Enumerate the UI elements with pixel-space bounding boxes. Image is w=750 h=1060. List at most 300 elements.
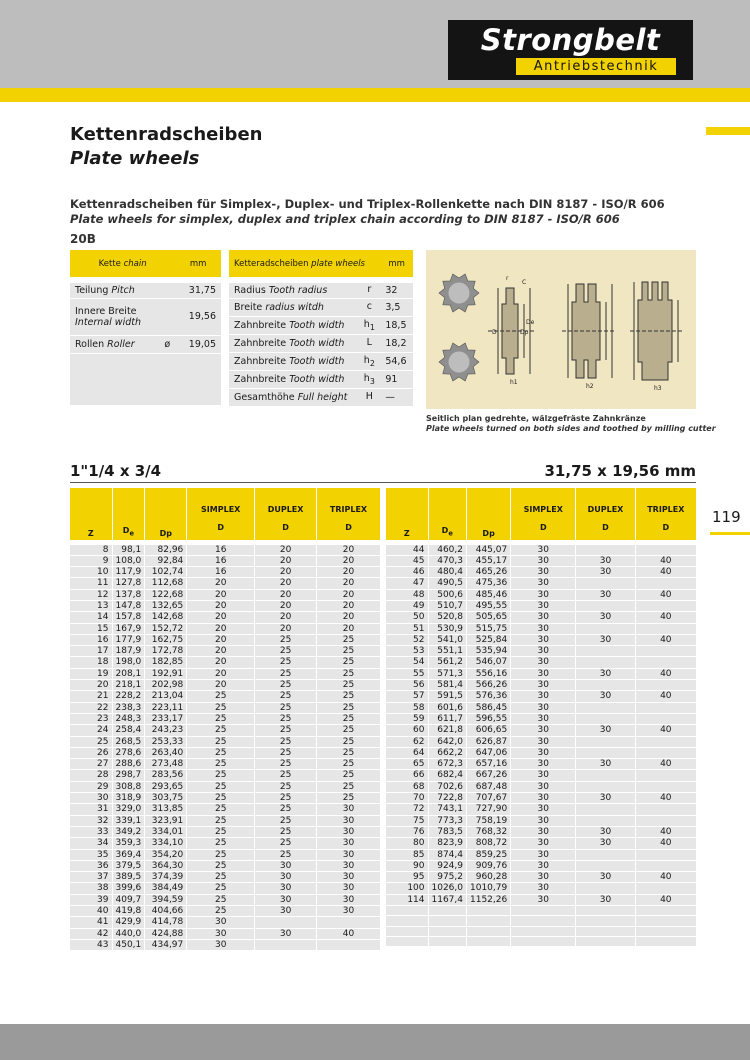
chain-code: 20B bbox=[70, 232, 96, 246]
wheel-spec-label-en: Tooth width bbox=[289, 355, 345, 367]
z-cell: 24 bbox=[70, 725, 112, 736]
col-de bbox=[112, 488, 145, 542]
duplex-cell: 20 bbox=[255, 612, 317, 623]
z-cell: 8 bbox=[70, 542, 112, 555]
side-accent-bar bbox=[706, 127, 750, 135]
z-cell: 80 bbox=[386, 838, 428, 849]
triplex-cell: 20 bbox=[317, 555, 380, 566]
simplex-cell: 20 bbox=[187, 646, 255, 657]
triplex-cell: 25 bbox=[317, 668, 380, 679]
duplex-cell bbox=[576, 600, 635, 611]
dp-cell: 223,11 bbox=[145, 702, 187, 713]
de-cell: 490,5 bbox=[428, 578, 467, 589]
label-h1: h1 bbox=[510, 379, 518, 386]
de-cell: 440,0 bbox=[112, 928, 145, 939]
dp-cell: 566,26 bbox=[467, 680, 511, 691]
dp-cell: 82,96 bbox=[145, 542, 187, 555]
chain-inner-width-row bbox=[70, 298, 221, 335]
de-cell: 1026,0 bbox=[428, 883, 467, 894]
triplex-cell: 40 bbox=[635, 634, 696, 645]
triplex-cell: 25 bbox=[317, 646, 380, 657]
table-row bbox=[70, 634, 380, 645]
duplex-cell bbox=[576, 781, 635, 792]
de-cell: 359,3 bbox=[112, 838, 145, 849]
table-row bbox=[70, 725, 380, 736]
table-row bbox=[386, 668, 696, 679]
triplex-cell: 25 bbox=[317, 781, 380, 792]
table-row bbox=[70, 747, 380, 758]
table-row bbox=[386, 634, 696, 645]
simplex-cell: 25 bbox=[187, 883, 255, 894]
simplex-cell: 25 bbox=[187, 815, 255, 826]
duplex-cell: 20 bbox=[255, 578, 317, 589]
dp-cell: 162,75 bbox=[145, 634, 187, 645]
z-cell: 43 bbox=[70, 939, 112, 950]
empty-cell bbox=[635, 916, 696, 926]
de-cell: 611,7 bbox=[428, 713, 467, 724]
de-cell: 530,9 bbox=[428, 623, 467, 634]
dimension-table-left bbox=[70, 488, 380, 951]
dp-cell: 122,68 bbox=[145, 589, 187, 600]
wheel-spec-label bbox=[229, 280, 358, 298]
simplex-cell: 20 bbox=[187, 589, 255, 600]
duplex-cell: 30 bbox=[255, 928, 317, 939]
triplex-cell: 25 bbox=[317, 680, 380, 691]
triplex-cell: 30 bbox=[317, 804, 380, 815]
table-row bbox=[386, 747, 696, 758]
wheel-spec-value: 18,5 bbox=[380, 316, 413, 334]
simplex-cell: 30 bbox=[187, 928, 255, 939]
wheel-spec-symbol-text: L bbox=[366, 336, 372, 348]
de-cell: 743,1 bbox=[428, 804, 467, 815]
z-cell: 114 bbox=[386, 894, 428, 905]
duplex-cell: 30 bbox=[576, 668, 635, 679]
label-dp: Dp bbox=[520, 329, 529, 336]
dp-cell: 253,33 bbox=[145, 736, 187, 747]
table-row bbox=[70, 849, 380, 860]
z-cell: 44 bbox=[386, 542, 428, 555]
table-row bbox=[386, 555, 696, 566]
triplex-cell: 30 bbox=[317, 815, 380, 826]
triplex-cell: 30 bbox=[317, 872, 380, 883]
simplex-cell: 25 bbox=[187, 826, 255, 837]
header-row-1 bbox=[70, 488, 380, 516]
col-triplex: TRIPLEX bbox=[635, 488, 696, 516]
table-row bbox=[70, 826, 380, 837]
dp-cell: 92,84 bbox=[145, 555, 187, 566]
triplex-cell: 30 bbox=[317, 906, 380, 917]
wheel-spec-label-de: Breite bbox=[234, 301, 263, 313]
simplex-cell: 30 bbox=[511, 702, 576, 713]
de-cell: 187,9 bbox=[112, 646, 145, 657]
z-cell: 30 bbox=[70, 793, 112, 804]
table-row bbox=[386, 849, 696, 860]
dp-cell: 960,28 bbox=[467, 872, 511, 883]
chain-header-de: Kette bbox=[98, 258, 121, 269]
de-cell: 228,2 bbox=[112, 691, 145, 702]
simplex-cell: 20 bbox=[187, 623, 255, 634]
label-de: De bbox=[526, 319, 535, 326]
table-row bbox=[386, 883, 696, 894]
simplex-cell: 30 bbox=[511, 600, 576, 611]
wheel-spec-label bbox=[229, 334, 358, 352]
empty-cell bbox=[576, 916, 635, 926]
table-row bbox=[386, 691, 696, 702]
empty-cell bbox=[576, 926, 635, 936]
triplex-cell bbox=[635, 542, 696, 555]
z-cell: 21 bbox=[70, 691, 112, 702]
table-row bbox=[70, 623, 380, 634]
col-dp: Dp bbox=[467, 488, 511, 542]
de-cell: 218,1 bbox=[112, 680, 145, 691]
header-accent-stripe bbox=[0, 88, 750, 102]
simplex-cell: 30 bbox=[511, 680, 576, 691]
wheel-spec-value: 18,2 bbox=[380, 334, 413, 352]
de-cell: 379,5 bbox=[112, 860, 145, 871]
triplex-cell bbox=[635, 736, 696, 747]
triplex-cell bbox=[317, 939, 380, 950]
chain-spec-table bbox=[70, 250, 221, 406]
simplex-cell: 30 bbox=[511, 770, 576, 781]
simplex-cell: 25 bbox=[187, 736, 255, 747]
empty-cell bbox=[576, 906, 635, 916]
duplex-cell bbox=[255, 917, 317, 928]
de-cell: 571,3 bbox=[428, 668, 467, 679]
col-triplex-d: D bbox=[635, 516, 696, 542]
drawing-caption-de: Seitlich plan gedrehte, wälzgefräste Zahnkränze bbox=[426, 414, 646, 423]
de-cell: 419,8 bbox=[112, 906, 145, 917]
dp-cell: 909,76 bbox=[467, 860, 511, 871]
de-cell: 399,6 bbox=[112, 883, 145, 894]
simplex-cell: 20 bbox=[187, 657, 255, 668]
duplex-cell: 30 bbox=[255, 883, 317, 894]
wheel-spec-symbol-text: H bbox=[365, 390, 373, 402]
duplex-cell: 30 bbox=[576, 634, 635, 645]
chain-pitch-value: 31,75 bbox=[175, 280, 221, 298]
col-z: Z bbox=[386, 488, 428, 542]
drawing-caption-en: Plate wheels turned on both sides and toothed by milling cutter bbox=[426, 424, 716, 433]
de-cell: 500,6 bbox=[428, 589, 467, 600]
wheel-spec-row bbox=[229, 370, 413, 388]
simplex-cell: 30 bbox=[511, 883, 576, 894]
de-cell: 783,5 bbox=[428, 826, 467, 837]
de-cell: 470,3 bbox=[428, 555, 467, 566]
triplex-cell bbox=[635, 713, 696, 724]
col-triplex-d: D bbox=[317, 516, 380, 542]
wheel-spec-label-en: Full height bbox=[297, 391, 348, 403]
duplex-cell: 30 bbox=[576, 838, 635, 849]
simplex-cell: 25 bbox=[187, 906, 255, 917]
empty-cell bbox=[511, 906, 576, 916]
triplex-cell bbox=[635, 747, 696, 758]
dp-cell: 768,32 bbox=[467, 826, 511, 837]
brand-name: Strongbelt bbox=[480, 23, 661, 57]
wheel-spec-label-en: Tooth width bbox=[289, 337, 345, 349]
z-cell: 14 bbox=[70, 612, 112, 623]
triplex-cell: 40 bbox=[635, 759, 696, 770]
empty-cell bbox=[386, 906, 428, 916]
duplex-cell: 25 bbox=[255, 725, 317, 736]
brand-tagline: Antriebstechnik bbox=[516, 58, 676, 75]
simplex-cell: 30 bbox=[511, 657, 576, 668]
table-row bbox=[70, 939, 380, 950]
chain-header-cell bbox=[70, 250, 175, 280]
wheel-spec-symbol-text: h bbox=[363, 354, 370, 366]
simplex-cell: 20 bbox=[187, 668, 255, 679]
duplex-cell: 20 bbox=[255, 542, 317, 555]
dp-cell: 808,72 bbox=[467, 838, 511, 849]
triplex-cell: 20 bbox=[317, 612, 380, 623]
dp-cell: 293,65 bbox=[145, 781, 187, 792]
chain-pitch-row bbox=[70, 280, 221, 298]
triplex-cell: 25 bbox=[317, 691, 380, 702]
triplex-cell: 40 bbox=[635, 872, 696, 883]
z-cell: 90 bbox=[386, 860, 428, 871]
duplex-cell: 30 bbox=[255, 872, 317, 883]
col-simplex-d: D bbox=[511, 516, 576, 542]
table-row-empty bbox=[386, 916, 696, 926]
simplex-cell: 30 bbox=[511, 872, 576, 883]
dp-cell: 313,85 bbox=[145, 804, 187, 815]
z-cell: 46 bbox=[386, 567, 428, 578]
z-cell: 75 bbox=[386, 815, 428, 826]
de-cell: 298,7 bbox=[112, 770, 145, 781]
duplex-cell: 25 bbox=[255, 668, 317, 679]
de-cell: 308,8 bbox=[112, 781, 145, 792]
dp-cell: 687,48 bbox=[467, 781, 511, 792]
duplex-cell: 30 bbox=[576, 589, 635, 600]
z-cell: 23 bbox=[70, 713, 112, 724]
duplex-cell: 30 bbox=[255, 894, 317, 905]
table-row bbox=[386, 646, 696, 657]
triplex-cell bbox=[635, 883, 696, 894]
dp-cell: 485,46 bbox=[467, 589, 511, 600]
triplex-cell bbox=[635, 770, 696, 781]
simplex-cell: 30 bbox=[511, 555, 576, 566]
triplex-cell bbox=[635, 600, 696, 611]
duplex-cell: 25 bbox=[255, 634, 317, 645]
col-simplex: SIMPLEX bbox=[511, 488, 576, 516]
sprocket-front-view bbox=[439, 274, 479, 312]
duplex-cell: 30 bbox=[255, 860, 317, 871]
header-row-1 bbox=[386, 488, 696, 516]
de-cell: 460,2 bbox=[428, 542, 467, 555]
chain-fill-cell bbox=[70, 353, 175, 405]
simplex-cell: 30 bbox=[511, 668, 576, 679]
simplex-cell: 25 bbox=[187, 860, 255, 871]
duplex-profile bbox=[562, 284, 614, 378]
dp-cell: 283,56 bbox=[145, 770, 187, 781]
col-de bbox=[428, 488, 467, 542]
de-cell: 147,8 bbox=[112, 600, 145, 611]
z-cell: 17 bbox=[70, 646, 112, 657]
duplex-cell bbox=[576, 770, 635, 781]
duplex-cell: 25 bbox=[255, 691, 317, 702]
z-cell: 32 bbox=[70, 815, 112, 826]
wheel-spec-label-en: radius witdh bbox=[265, 301, 324, 313]
empty-cell bbox=[511, 936, 576, 946]
dp-cell: 202,98 bbox=[145, 680, 187, 691]
de-cell: 480,4 bbox=[428, 567, 467, 578]
empty-cell bbox=[576, 936, 635, 946]
duplex-cell: 30 bbox=[576, 612, 635, 623]
triplex-cell bbox=[635, 623, 696, 634]
empty-cell bbox=[428, 916, 467, 926]
duplex-cell: 30 bbox=[576, 725, 635, 736]
z-cell: 11 bbox=[70, 578, 112, 589]
dp-cell: 859,25 bbox=[467, 849, 511, 860]
triplex-cell: 30 bbox=[317, 883, 380, 894]
simplex-cell: 30 bbox=[511, 747, 576, 758]
z-cell: 12 bbox=[70, 589, 112, 600]
col-duplex-d: D bbox=[255, 516, 317, 542]
triplex-cell: 30 bbox=[317, 860, 380, 871]
simplex-cell: 20 bbox=[187, 612, 255, 623]
duplex-cell: 30 bbox=[576, 691, 635, 702]
triplex-cell: 40 bbox=[635, 589, 696, 600]
table-row bbox=[386, 713, 696, 724]
z-cell: 66 bbox=[386, 770, 428, 781]
z-cell: 28 bbox=[70, 770, 112, 781]
z-cell: 42 bbox=[70, 928, 112, 939]
triplex-cell bbox=[635, 702, 696, 713]
triplex-cell bbox=[635, 815, 696, 826]
wheel-spec-rows bbox=[229, 280, 413, 406]
empty-cell bbox=[467, 916, 511, 926]
table-row bbox=[70, 759, 380, 770]
simplex-cell: 30 bbox=[511, 793, 576, 804]
dp-cell: 758,19 bbox=[467, 815, 511, 826]
z-cell: 20 bbox=[70, 680, 112, 691]
label-h2: h2 bbox=[586, 383, 594, 390]
z-cell: 41 bbox=[70, 917, 112, 928]
table-row bbox=[70, 838, 380, 849]
triplex-cell: 25 bbox=[317, 747, 380, 758]
duplex-cell: 20 bbox=[255, 555, 317, 566]
z-cell: 52 bbox=[386, 634, 428, 645]
chain-roller-symbol: ø bbox=[156, 335, 175, 353]
duplex-cell: 30 bbox=[576, 555, 635, 566]
label-c: C bbox=[522, 279, 527, 286]
de-cell: 409,7 bbox=[112, 894, 145, 905]
triplex-cell: 25 bbox=[317, 770, 380, 781]
table-row bbox=[70, 894, 380, 905]
table-row bbox=[70, 702, 380, 713]
duplex-cell: 25 bbox=[255, 770, 317, 781]
wheel-spec-symbol bbox=[358, 388, 380, 406]
empty-cell bbox=[635, 936, 696, 946]
de-cell: 520,8 bbox=[428, 612, 467, 623]
table-row bbox=[70, 646, 380, 657]
simplex-cell: 25 bbox=[187, 849, 255, 860]
simplex-cell: 30 bbox=[511, 781, 576, 792]
dp-cell: 334,01 bbox=[145, 826, 187, 837]
de-cell: 541,0 bbox=[428, 634, 467, 645]
footer-band bbox=[0, 1024, 750, 1060]
table-row bbox=[70, 668, 380, 679]
duplex-cell: 25 bbox=[255, 781, 317, 792]
section-divider bbox=[70, 482, 696, 483]
triplex-cell: 40 bbox=[635, 668, 696, 679]
triplex-cell: 20 bbox=[317, 600, 380, 611]
z-cell: 18 bbox=[70, 657, 112, 668]
de-cell: 591,5 bbox=[428, 691, 467, 702]
dimension-table-left-header bbox=[70, 488, 380, 542]
col-de-sub: e bbox=[129, 529, 134, 538]
simplex-cell: 25 bbox=[187, 759, 255, 770]
dp-cell: 606,65 bbox=[467, 725, 511, 736]
chain-spec-header bbox=[70, 250, 221, 280]
empty-cell bbox=[386, 926, 428, 936]
dp-cell: 192,91 bbox=[145, 668, 187, 679]
triplex-cell: 40 bbox=[635, 838, 696, 849]
wheel-spec-label-de: Zahnbreite bbox=[234, 319, 287, 331]
triplex-cell: 20 bbox=[317, 623, 380, 634]
simplex-cell: 16 bbox=[187, 542, 255, 555]
duplex-cell: 20 bbox=[255, 567, 317, 578]
de-cell: 288,6 bbox=[112, 759, 145, 770]
dp-cell: 657,16 bbox=[467, 759, 511, 770]
col-de-text: D bbox=[122, 525, 130, 535]
triplex-cell: 40 bbox=[635, 555, 696, 566]
wheel-spec-value: 32 bbox=[380, 280, 413, 298]
z-cell: 10 bbox=[70, 567, 112, 578]
wheel-spec-value: 3,5 bbox=[380, 298, 413, 316]
de-cell: 137,8 bbox=[112, 589, 145, 600]
chain-roller-row bbox=[70, 335, 221, 353]
table-row bbox=[70, 883, 380, 894]
duplex-cell bbox=[576, 804, 635, 815]
duplex-cell: 25 bbox=[255, 759, 317, 770]
duplex-cell: 25 bbox=[255, 680, 317, 691]
table-row bbox=[386, 826, 696, 837]
wheel-spec-symbol-sub: 1 bbox=[369, 322, 375, 332]
wheel-spec-symbol bbox=[358, 316, 380, 334]
wheel-spec-value: 91 bbox=[380, 370, 413, 388]
wheel-spec-row bbox=[229, 352, 413, 370]
table-row bbox=[70, 872, 380, 883]
wheel-spec-label bbox=[229, 316, 358, 334]
dimension-table-right bbox=[386, 488, 696, 947]
wheel-spec-symbol-text: c bbox=[366, 300, 372, 312]
z-cell: 57 bbox=[386, 691, 428, 702]
wheel-spec-label-en: Tooth radius bbox=[268, 284, 328, 296]
z-cell: 36 bbox=[70, 860, 112, 871]
chain-pitch-en: Pitch bbox=[111, 284, 135, 296]
table-row bbox=[70, 815, 380, 826]
empty-cell bbox=[467, 906, 511, 916]
triplex-cell: 40 bbox=[635, 612, 696, 623]
duplex-cell bbox=[576, 883, 635, 894]
z-cell: 16 bbox=[70, 634, 112, 645]
empty-cell bbox=[511, 926, 576, 936]
simplex-cell: 25 bbox=[187, 713, 255, 724]
duplex-cell bbox=[576, 702, 635, 713]
wheel-header-de: Ketteradscheiben bbox=[234, 258, 309, 269]
de-cell: 601,6 bbox=[428, 702, 467, 713]
dp-cell: 384,49 bbox=[145, 883, 187, 894]
table-row bbox=[386, 872, 696, 883]
dp-cell: 586,45 bbox=[467, 702, 511, 713]
de-cell: 349,2 bbox=[112, 826, 145, 837]
de-cell: 389,5 bbox=[112, 872, 145, 883]
page-title-en: Plate wheels bbox=[70, 148, 200, 169]
de-cell: 339,1 bbox=[112, 815, 145, 826]
empty-cell bbox=[467, 926, 511, 936]
duplex-cell: 25 bbox=[255, 713, 317, 724]
duplex-cell bbox=[576, 542, 635, 555]
simplex-cell: 25 bbox=[187, 691, 255, 702]
